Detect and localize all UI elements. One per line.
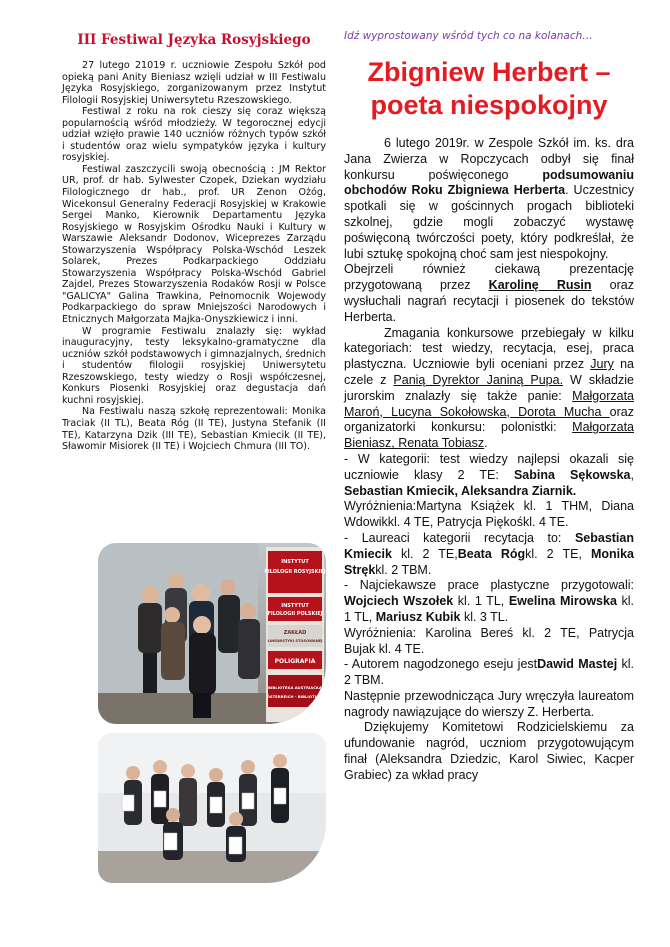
left-paragraph: W programie Festiwalu znalazły się: wykład inauguracyjny, testy leksykalno-gramatyczne dla uczniów szkół podstawowych i gimnazjalnych, średnich i studentów filologii rosyjskiej Uniwersytetu Rzeszowskiego, testy wiedzy o Rosji współczesnej, Konkurs Piosenki Rosyjskiej oraz degustacja dań kuchni rosyjskiej. xyxy=(62,325,326,406)
article-paragraph: Zmagania konkursowe przebiegały w kilku kategoriach: test wiedzy, recytacja, esej, praca plastyczna. Uczniowie byli oceniani przez Jury na czele z Panią Dyrektor Janiną Pupa. W składzie jurorskim znalazły się także panie: Małgorzata Maroń, Lucyna Sokołowska, Dorota Mucha oraz organizatorki konkursu: polonistki: Małgorzata Bieniasz, Renata Tobiasz. xyxy=(344,325,634,451)
sign-text: FILOLOGII POLSKIEJ xyxy=(267,611,323,617)
article-paragraph: Następnie przewodnicząca Jury wręczyła laureatom nagrody nawiązujące do wierszy Z. Herberta. xyxy=(344,688,634,719)
group-photo-institute xyxy=(98,543,326,724)
article-paragraph: Wyróżnienia:Martyna Książek kl. 1 THM, Diana Wdowikkl. 4 TE, Patrycja Piękośkl. 4 TE. xyxy=(344,499,634,530)
left-paragraph: Festiwal zaszczycili swoją obecnością : JM Rektor UR, prof. dr hab. Sylwester Czopek, Dziekan wydziału Filologicznego dr hab., prof. UR Zenon Ożóg, Wicekonsul Generalny Federacji Rosyjskiej w Krakowie Sergei Manko, Kierownik Departamentu Języka Rosyjskiego w Rosyjskim Ośrodku Nauki i Kultury w Warszawie Aleksandr Dodonov, Wiceprezes Zarządu Stowarzyszenia Współpracy Polska-Wschód Leszek Solarek, Prezes Podkarpackiego Oddziału Stowarzyszenia Współpracy Polska-Wschód Gabriel Zajdel, Prezes Stowarzyszenia Rodaków Rosji w Polsce "GALICYA" Galina Trawkina, Pełnomocnik Wojewody Podkarpackiego do spraw Mniejszości Narodowych i Etnicznych Małgorzata Majka-Onyszkiewicz i inni. xyxy=(62,163,326,326)
group-photo-diplomas xyxy=(98,733,326,883)
article-paragraph: Dziękujemy Komitetowi Rodzicielskiemu za ufundowanie nagród, uczniom przygotowującym finał (Aleksandra Dziedzic, Karol Siwiec, Kacper Grabiec) za wkład pracy xyxy=(344,720,634,782)
sign-text: FILOLOGII ROSYJSKIEJ xyxy=(264,569,326,575)
article-paragraph: Wyróżnienia: Karolina Bereś kl. 2 TE, Patrycja Bujak kl. 4 TE. xyxy=(344,625,634,656)
article-paragraph: - Najciekawsze prace plastyczne przygotowali: Wojciech Wszołek kl. 1 TL, Ewelina Mirowska kl. 1 TL, Mariusz Kubik kl. 3 TL. xyxy=(344,578,634,624)
right-column xyxy=(344,30,634,784)
article-paragraph: 6 lutego 2019r. w Zespole Szkół im. ks. dra Jana Zwierza w Ropczycach odbył się finał konkursu poświęconego podsumowaniu obchodów Roku Zbigniewa Herberta. Uczestnicy spotkali się w gościnnych progach biblioteki szkolnej, gdzie mogli zobaczyć wystawę poświęconą twórczości poety, który podkreślał, że lubi sztukę spokojną choć sam jest niespokojny. xyxy=(344,136,634,261)
sign-text: POLIGRAFIA xyxy=(274,658,316,665)
sign-text: LINGWISTYKI STOSOWANEJ xyxy=(267,639,323,643)
article-paragraph: - Laureaci kategorii recytacja to: Sebastian Kmiecik kl. 2 TE,Beata Rógkl. 2 TE, Monika Strękkl. 2 TBM. xyxy=(344,530,634,577)
article-paragraph: - Autorem nagodzonego eseju jestDawid Mastej kl. 2 TBM. xyxy=(344,657,634,688)
sign-text: INSTYTUT xyxy=(281,559,309,565)
sign-text: ZAKŁAD xyxy=(283,630,307,636)
sign-text: INSTYTUT xyxy=(281,603,309,609)
article-title: Zbigniew Herbert – poeta niespokojny xyxy=(367,57,611,120)
sign-text: ÖSTERREICH - BIBLIOTHEK xyxy=(266,694,324,699)
article-paragraph: Obejrzeli również ciekawą prezentację przygotowaną przez Karolinę Rusin oraz wysłuchali nagrań recytacji i piosenek do tekstów Herberta. xyxy=(344,262,634,324)
article-paragraph: - W kategorii: test wiedzy najlepsi okazali się uczniowie klasy 2 TE: Sabina Sękowska, Sebastian Kmiecik, Aleksandra Ziarnik. xyxy=(344,451,634,498)
sign-text: BIBLIOTEKA AUSTRIACKA xyxy=(268,685,322,690)
left-column xyxy=(62,32,326,453)
left-paragraph: Festiwal z roku na rok cieszy się coraz większą popularnością wśród młodzieży. W tegorocznej edycji udział wzięło prawie 140 uczniów różnych typów szkół i studentów oraz wielu sympatyków języka i kultury rosyjskiej. xyxy=(62,106,326,164)
left-paragraph: Na Festiwalu naszą szkołę reprezentowali: Monika Traciak (II TL), Beata Róg (II TE), Justyna Stefanik (II TE), Katarzyna Dzik (III TE), Sebastian Kmiecik (II TE), Sławomir Misiorek (II TE) i Wojciech Chmura (III TO). xyxy=(62,406,326,453)
herbert-motto: Idź wyprostowany wśród tych co na kolanach… xyxy=(344,30,593,42)
festival-heading: III Festiwal Języka Rosyjskiego xyxy=(77,32,311,48)
left-paragraph: 27 lutego 21019 r. uczniowie Zespołu Szkół pod opieką pani Anity Bieniasz wzięli udział w III Festiwalu Języka Rosyjskiego, zorganizowanym przez Instytut Filologii Rosyjskiej Uniwersytetu Rzeszowskiego. xyxy=(62,60,326,106)
